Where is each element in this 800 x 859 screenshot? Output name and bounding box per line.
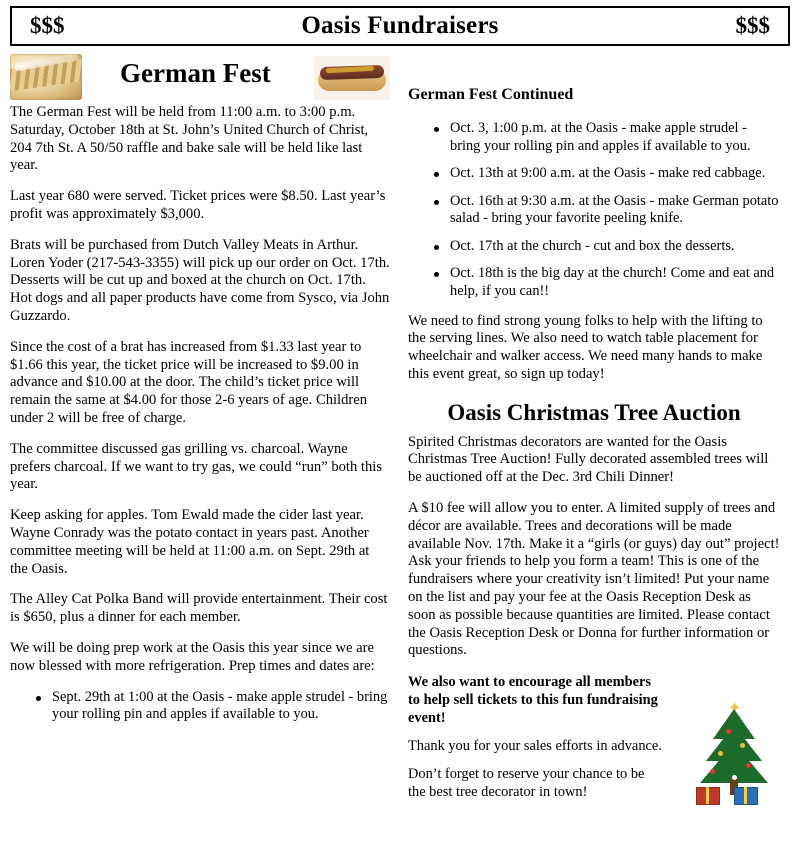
masthead: [10, 6, 790, 46]
auction-paragraph-1: Spirited Christmas decorators are wanted for the Oasis Christmas Tree Auction! Fully decorated assembled trees will be auctioned off at the Dec. 3rd Chili Dinner!: [408, 433, 769, 486]
list-item: Oct. 3, 1:00 p.m. at the Oasis - make apple strudel - bring your rolling pin and apples if available to you.: [434, 120, 780, 155]
auction-reserve-line: Don’t forget to reserve your chance to be the best tree decorator in town!: [408, 766, 645, 801]
left-paragraph-1: The German Fest will be held from 11:00 a.m. to 3:00 p.m. Saturday, October 18th at St. John’s United Church of Christ, 204 7th St. A 50/50 raffle and bake sale will be held like last year.: [10, 104, 369, 174]
bratwurst-sandwich-photo: [314, 56, 390, 100]
german-fest-headline: German Fest: [120, 58, 271, 88]
star-icon: ✦: [728, 700, 742, 718]
list-item: Oct. 18th is the big day at the church! Come and eat and help, if you can!!: [434, 265, 780, 300]
masthead-money-right: $$$: [735, 13, 770, 38]
left-paragraph-6: Keep asking for apples. Tom Ewald made the cider last year. Wayne Conrady was the potato contact in years past. Another committee meeting will be held at 11:00 a.m. on Sept. 29th at the Oasis.: [10, 507, 370, 577]
page-title: Oasis Fundraisers: [301, 12, 499, 39]
german-fest-schedule-list: [408, 120, 780, 301]
apple-strudel-photo: [10, 54, 82, 100]
list-item: Oct. 13th at 9:00 a.m. at the Oasis - make red cabbage.: [434, 165, 780, 183]
left-paragraph-5: The committee discussed gas grilling vs. charcoal. Wayne prefers charcoal. If we want to try gas, we could “run” both this year.: [10, 440, 383, 493]
german-fest-header-row: [10, 52, 390, 104]
christmas-tree-with-gifts-photo: [688, 695, 780, 807]
body-columns: [10, 52, 790, 811]
auction-closing-bold: We also want to encourage all members to help sell tickets to this fun fundraising event!: [408, 674, 658, 727]
auction-thanks-line: Thank you for your sales efforts in advance.: [408, 738, 662, 755]
german-fest-continued-heading: German Fest Continued: [408, 86, 574, 103]
right-column: [408, 52, 780, 811]
list-item: Oct. 16th at 9:30 a.m. at the Oasis - make German potato salad - bring your favorite peeling knife.: [434, 193, 780, 228]
masthead-money-left: $$$: [30, 13, 65, 38]
left-column: [10, 52, 390, 736]
left-prep-list: [10, 689, 390, 724]
volunteer-paragraph: We need to find strong young folks to help with the lifting to the serving lines. We also need to watch table placement for wheelchair and walker access. We need many hands to make this event great, so sign up today!: [408, 312, 763, 382]
gift-box: [734, 787, 758, 805]
christmas-auction-heading: Oasis Christmas Tree Auction: [447, 399, 741, 425]
list-item: Sept. 29th at 1:00 at the Oasis - make apple strudel - bring your rolling pin and apples if available to you.: [36, 689, 390, 724]
left-paragraph-3: Brats will be purchased from Dutch Valley Meats in Arthur. Loren Yoder (217-543-3355) will pick up our order on Oct. 17th. Desserts will be cut up and boxed at the church on Oct. 17th. Hot dogs and all paper products have come from Sysco, via John Guzzardo.: [10, 236, 390, 324]
auction-paragraph-2: A $10 fee will allow you to enter. A limited supply of trees and décor are available. Trees and decorations will be made available Nov. 17th. Make it a “girls (or guys) day out” project! Ask your friends to help you form a team! This is one of the fundraisers where your creativity isn’t limited! Put your name on the list and pay your fee at the Oasis Reception Desk as soon as possible because quantities are limited. Please contact the Oasis Reception Desk or Donna for further information or questions.: [408, 500, 780, 659]
left-paragraph-2: Last year 680 were served. Ticket prices were $8.50. Last year’s profit was approximately $3,000.: [10, 188, 386, 222]
left-paragraph-7: The Alley Cat Polka Band will provide entertainment. Their cost is $650, plus a dinner for each member.: [10, 591, 388, 626]
left-paragraph-4: Since the cost of a brat has increased from $1.33 last year to $1.66 this year, the ticket price will be increased to $9.00 in advance and $10.00 at the door. The child’s ticket price will remain the same at $4.00 for those 2-6 years of age. Children under 2 will be free of charge.: [10, 338, 368, 426]
left-paragraph-8: We will be doing prep work at the Oasis this year since we are now blessed with more refrigeration. Prep times and dates are:: [10, 639, 375, 674]
list-item: Oct. 17th at the church - cut and box the desserts.: [434, 238, 780, 256]
gift-box: [696, 787, 720, 805]
